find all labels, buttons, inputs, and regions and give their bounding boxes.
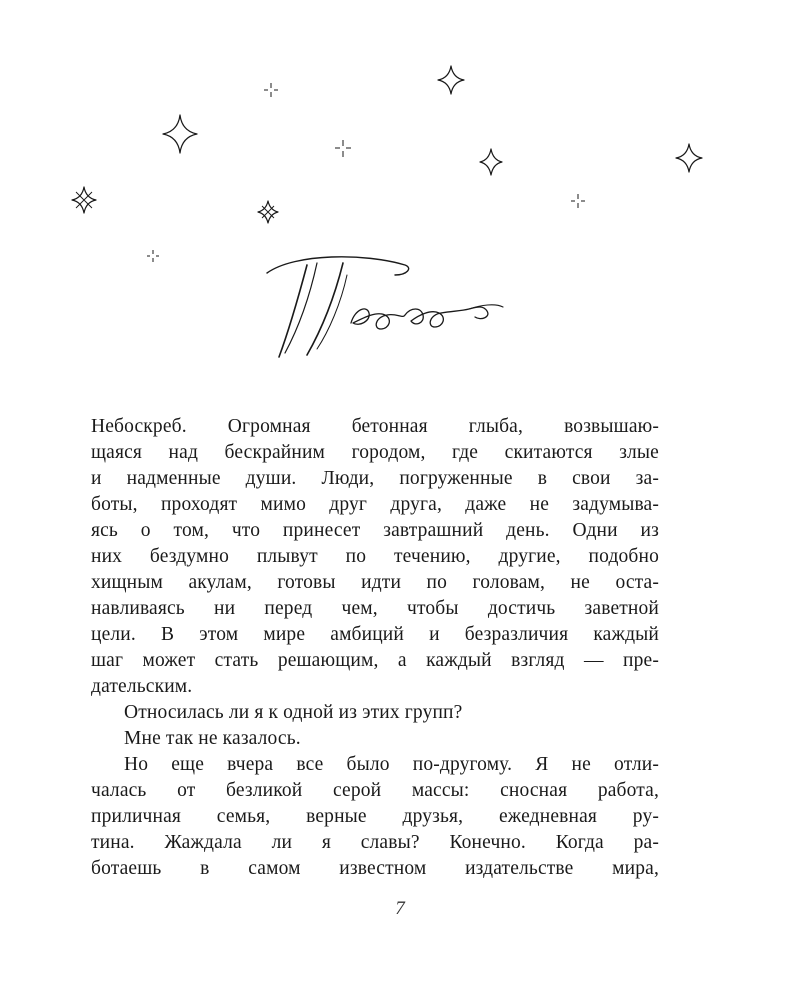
text-line: боты, проходят мимо друг друга, даже не задумыва- [91,494,659,515]
text-line: чалась от безликой серой массы: сносная работа, [91,780,659,801]
star-icon [163,115,197,153]
text-line: ботаешь в самом известном издательстве мира, [91,858,659,879]
chapter-title [255,245,515,370]
text-line: Мне так не казалось. [124,728,301,749]
text-line: и надменные души. Люди, погруженные в свои за- [91,468,659,489]
star-icon [676,144,702,172]
star-icon [480,149,502,175]
text-line: ясь о том, что принесет завтрашний день. Одни из [91,520,659,541]
text-line: Относилась ли я к одной из этих групп? [124,702,463,723]
decorative-stars [0,0,800,280]
text-line: цели. В этом мире амбиций и безразличия каждый [91,624,659,645]
sparkle-icon [72,187,96,213]
text-line: хищным акулам, готовы идти по головам, не оста- [91,572,659,593]
text-line: Но еще вчера все было по-другому. Я не отли- [124,754,659,775]
text-line: них бездумно плывут по течению, другие, подобно [91,546,659,567]
small-cross-star-icon [335,140,351,157]
small-cross-star-icon [147,250,159,262]
text-line: дательским. [91,676,193,697]
text-line: Небоскреб. Огромная бетонная глыба, возвышаю- [91,416,659,437]
body-text [91,414,659,882]
text-line: шаг может стать решающим, а каждый взгляд — пре- [91,650,659,671]
text-line: тина. Жаждала ли я славы? Конечно. Когда ра- [91,832,659,853]
star-icon [438,66,464,94]
text-line: приличная семья, верные друзья, ежедневная ру- [91,806,659,827]
small-cross-star-icon [571,194,585,208]
small-cross-star-icon [264,83,278,97]
page-number: 7 [395,898,405,919]
sparkle-icon [258,201,278,223]
text-line: щаяся над бескрайним городом, где скитаются злые [91,442,659,463]
text-line: навливаясь ни перед чем, чтобы достичь заветной [91,598,659,619]
